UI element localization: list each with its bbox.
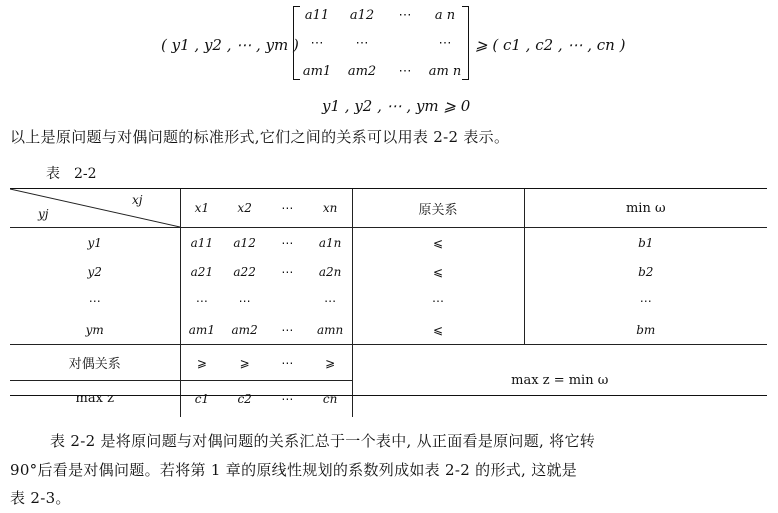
a-cell: ⋯ bbox=[281, 264, 294, 279]
intro-text: 以上是原问题与对偶问题的标准形式,它们之间的关系可以用表 2-2 表示。 bbox=[10, 128, 510, 146]
corner-cell bbox=[10, 189, 180, 228]
nonneg-constraint: y1 , y2 , ⋯ , ym ⩾ 0 bbox=[322, 97, 471, 115]
a-cell: am1 bbox=[188, 322, 215, 337]
relation-cell: ⩽ bbox=[352, 228, 524, 258]
c-cell: c2 bbox=[237, 391, 252, 406]
x-header: x1 bbox=[194, 201, 210, 215]
dual-relation-label: 对偶关系 bbox=[10, 345, 180, 381]
dual-relation-cell: ⋯ bbox=[281, 355, 294, 370]
dual-relation-cell: ⩾ bbox=[325, 355, 336, 370]
duality-table bbox=[10, 189, 767, 417]
min-omega-header: min ω bbox=[524, 189, 767, 228]
paragraph-line-3: 表 2-3。 bbox=[10, 489, 71, 507]
a-cell: a12 bbox=[233, 235, 256, 250]
matrix-cell: ⋯ bbox=[398, 8, 412, 23]
matrix-cell: a n bbox=[434, 8, 456, 23]
a-cell: ⋯ bbox=[324, 293, 337, 308]
a-cell: ⋯ bbox=[281, 235, 294, 250]
corner-diagonal bbox=[10, 189, 180, 227]
a-cell: am2 bbox=[231, 322, 258, 337]
matrix-cell: ⋯ bbox=[438, 36, 452, 51]
matrix-cell: ⋯ bbox=[398, 64, 412, 79]
a-cell: amn bbox=[316, 322, 344, 337]
a-cell: ⋯ bbox=[238, 293, 251, 308]
a-cell: a22 bbox=[233, 264, 256, 279]
paragraph-line-2: 90°后看是对偶问题。若将第 1 章的原线性规划的系数列成如表 2-2 的形式, 这就是 bbox=[10, 461, 578, 479]
b-cell: b2 bbox=[638, 264, 654, 279]
matrix-cell: a12 bbox=[349, 8, 375, 23]
corner-top-label: xj bbox=[132, 193, 143, 207]
max-equals-min: max z = min ω bbox=[511, 373, 609, 389]
b-cell: b1 bbox=[638, 235, 654, 250]
x-header-cell bbox=[180, 189, 352, 228]
a-cell: a11 bbox=[190, 235, 214, 250]
y-label: y1 bbox=[10, 228, 180, 258]
a-cell: ⋯ bbox=[281, 322, 294, 337]
c-cell: cn bbox=[322, 391, 338, 406]
relation-cell: ⩽ bbox=[352, 315, 524, 345]
matrix-cell: ⋯ bbox=[310, 36, 324, 51]
matrix-cell: am n bbox=[428, 64, 462, 79]
dual-relation-cell: ⩾ bbox=[196, 355, 207, 370]
c-cell: c1 bbox=[194, 391, 210, 406]
matrix-cell: a11 bbox=[304, 8, 330, 23]
x-header: ⋯ bbox=[281, 201, 294, 215]
relation-cell: ⋯ bbox=[352, 286, 524, 315]
y-label: y2 bbox=[10, 257, 180, 286]
table-bottom-rule bbox=[10, 395, 767, 396]
c-cell: ⋯ bbox=[281, 391, 294, 406]
a-cell: a2n bbox=[318, 264, 342, 279]
max-z-label: max z bbox=[10, 381, 180, 417]
matrix-cell: ⋯ bbox=[355, 36, 369, 51]
x-header: x2 bbox=[237, 201, 252, 215]
paragraph-line-1: 表 2-2 是将原问题与对偶问题的关系汇总于一个表中, 从正面看是原问题, 将它转 bbox=[50, 432, 596, 450]
y-label: ⋯ bbox=[10, 286, 180, 315]
x-header: xn bbox=[322, 201, 338, 215]
y-label: ym bbox=[10, 315, 180, 345]
dual-relation-cell: ⩾ bbox=[239, 355, 250, 370]
b-cell: bm bbox=[524, 315, 767, 345]
a-cell: ⋯ bbox=[195, 293, 208, 308]
original-relation-header: 原关系 bbox=[352, 189, 524, 228]
matrix-cell: am2 bbox=[347, 64, 377, 79]
a-cell: a21 bbox=[190, 264, 214, 279]
row-vector-y: ( y1 , y2 , ⋯ , ym ) bbox=[161, 36, 299, 54]
table-caption: 表 2-2 bbox=[46, 166, 97, 182]
a-cell: a1n bbox=[318, 235, 342, 250]
b-cell: ⋯ bbox=[639, 293, 652, 308]
relation-c: ⩾ ( c1 , c2 , ⋯ , cn ) bbox=[475, 36, 626, 54]
corner-bottom-label: yj bbox=[38, 207, 49, 221]
matrix-cell: am1 bbox=[302, 64, 332, 79]
relation-cell: ⩽ bbox=[352, 257, 524, 286]
